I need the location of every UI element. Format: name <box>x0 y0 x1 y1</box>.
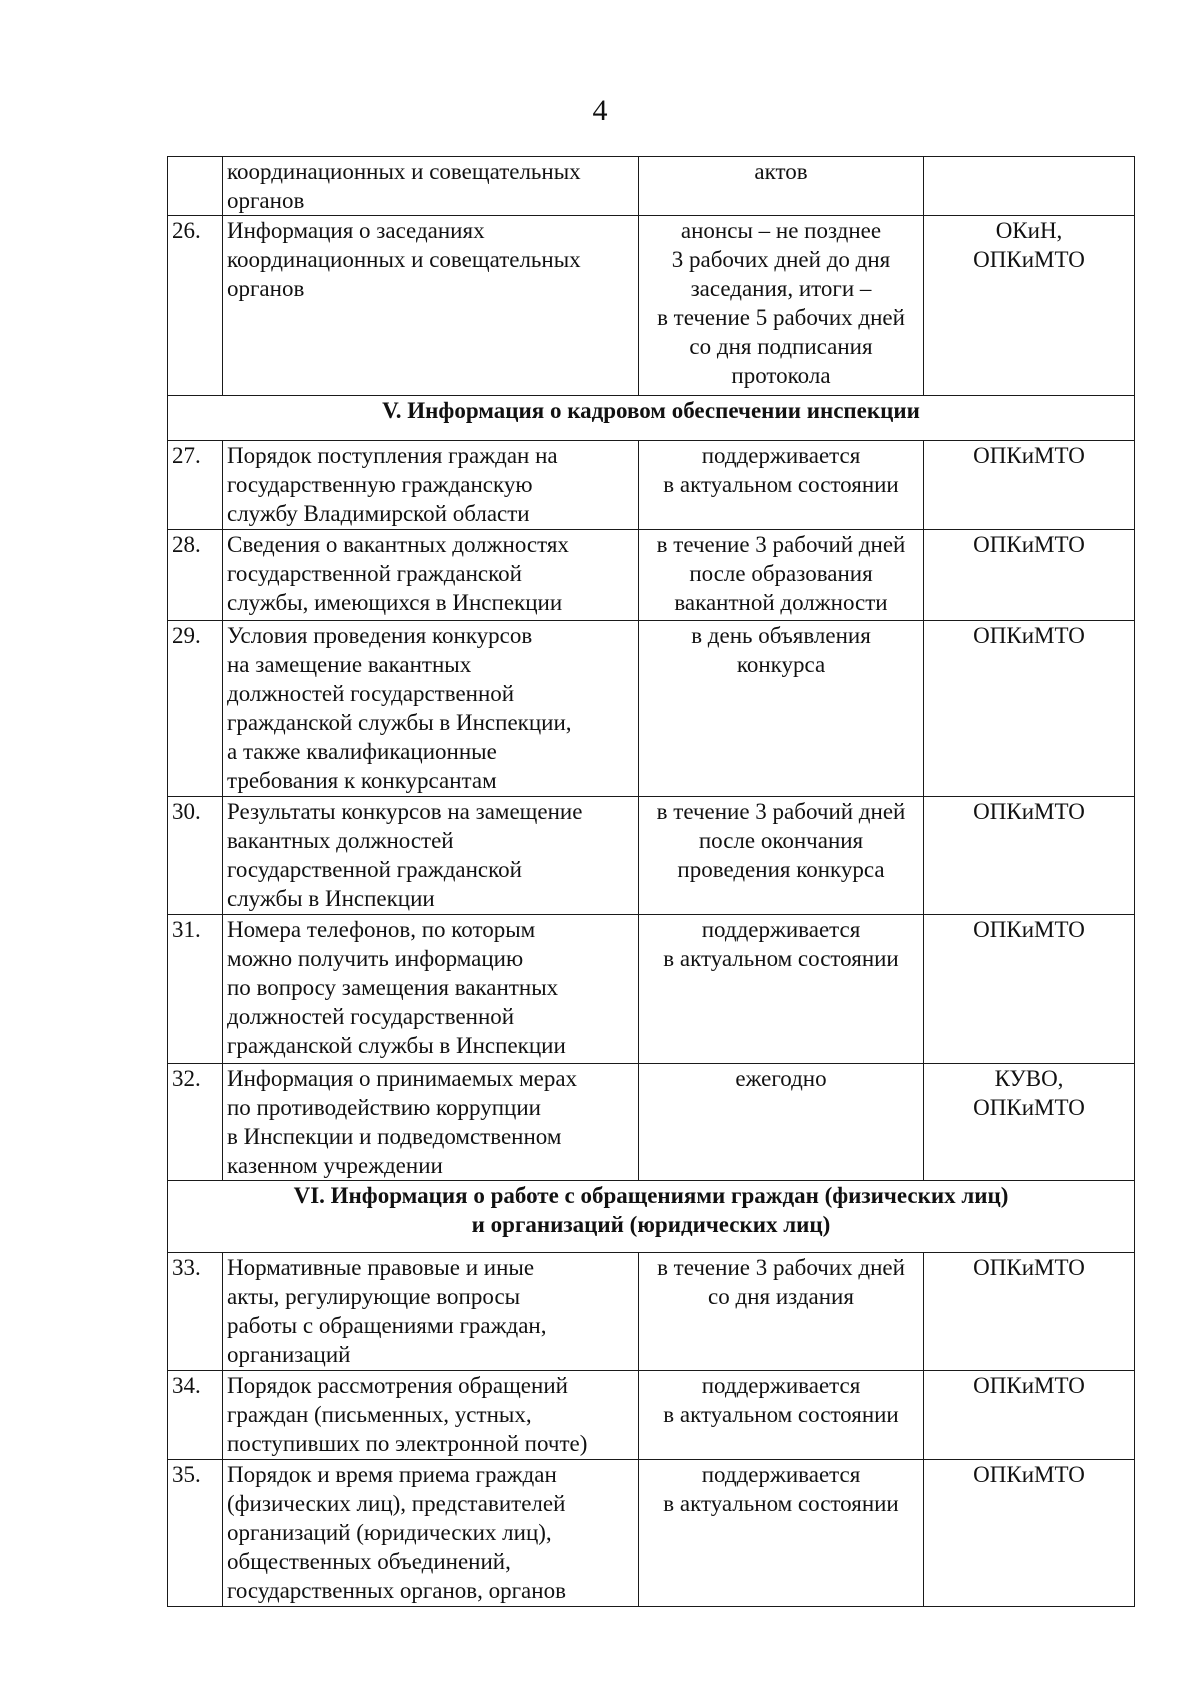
info-line: государственную гражданскую <box>227 472 533 497</box>
term-line: протокола <box>731 363 831 388</box>
table-row <box>168 157 1135 216</box>
info-line: должностей государственной <box>227 681 515 706</box>
row-number: 32. <box>168 1064 223 1181</box>
information-cell <box>223 530 639 621</box>
table-row <box>168 797 1135 915</box>
information-cell <box>223 157 639 216</box>
information-cell <box>223 1253 639 1371</box>
term-line: ежегодно <box>735 1066 827 1091</box>
row-number: 27. <box>168 441 223 530</box>
info-line: организаций (юридических лиц), <box>227 1520 552 1545</box>
info-line: органов <box>227 188 305 213</box>
info-line: Порядок поступления граждан на <box>227 443 558 468</box>
table-row <box>168 530 1135 621</box>
term-line: в актуальном состоянии <box>663 1491 899 1516</box>
info-line: можно получить информацию <box>227 946 524 971</box>
information-table <box>167 156 1135 1607</box>
row-number <box>168 157 223 216</box>
section-line: V. Информация о кадровом обеспечении инспекции <box>382 398 920 423</box>
section-title <box>168 396 1135 441</box>
resp-line: ОКиН, <box>995 218 1063 243</box>
term-line: проведения конкурса <box>677 857 885 882</box>
information-cell <box>223 797 639 915</box>
term-line: в день объявления <box>691 623 871 648</box>
term-line: в течение 5 рабочих дней <box>657 305 905 330</box>
information-cell <box>223 1371 639 1460</box>
information-cell <box>223 216 639 396</box>
info-line: гражданской службы в Инспекции, <box>227 710 572 735</box>
term-cell <box>639 1371 924 1460</box>
section-header-row <box>168 396 1135 441</box>
term-line: актов <box>754 159 808 184</box>
resp-line: ОПКиМТО <box>973 623 1085 648</box>
info-line: службы в Инспекции <box>227 886 435 911</box>
information-cell <box>223 441 639 530</box>
row-number: 29. <box>168 621 223 797</box>
term-line: со дня издания <box>708 1284 854 1309</box>
row-number: 30. <box>168 797 223 915</box>
resp-line: ОПКиМТО <box>973 247 1085 272</box>
responsible-cell <box>924 1460 1135 1607</box>
info-line: акты, регулирующие вопросы <box>227 1284 521 1309</box>
resp-line: ОПКиМТО <box>973 532 1085 557</box>
section-line: и организаций (юридических лиц) <box>471 1212 831 1237</box>
info-line: Информация о заседаниях <box>227 218 485 243</box>
responsible-cell <box>924 441 1135 530</box>
info-line: государственной гражданской <box>227 857 522 882</box>
resp-line: КУВО, <box>994 1066 1064 1091</box>
info-line: в Инспекции и подведомственном <box>227 1124 562 1149</box>
table-row <box>168 1253 1135 1371</box>
term-cell <box>639 797 924 915</box>
information-cell <box>223 1064 639 1181</box>
info-line: работы с обращениями граждан, <box>227 1313 547 1338</box>
term-line: со дня подписания <box>689 334 873 359</box>
responsible-cell <box>924 1064 1135 1181</box>
term-line: в актуальном состоянии <box>663 946 899 971</box>
row-number: 31. <box>168 915 223 1064</box>
term-cell <box>639 915 924 1064</box>
section-header-row <box>168 1181 1135 1253</box>
info-line: казенном учреждении <box>227 1153 443 1178</box>
info-line: государственной гражданской <box>227 561 522 586</box>
table-row <box>168 441 1135 530</box>
row-number: 34. <box>168 1371 223 1460</box>
info-line: службы, имеющихся в Инспекции <box>227 590 563 615</box>
term-cell <box>639 216 924 396</box>
info-line: Порядок и время приема граждан <box>227 1462 557 1487</box>
responsible-cell <box>924 915 1135 1064</box>
info-line: вакантных должностей <box>227 828 454 853</box>
table-row <box>168 621 1135 797</box>
term-line: после образования <box>689 561 873 586</box>
table-row <box>168 1460 1135 1607</box>
table-row <box>168 1371 1135 1460</box>
term-line: заседания, итоги – <box>690 276 872 301</box>
info-line: Сведения о вакантных должностях <box>227 532 569 557</box>
term-cell <box>639 1253 924 1371</box>
section-line: VI. Информация о работе с обращениями граждан (физических лиц) <box>293 1183 1009 1208</box>
responsible-cell <box>924 1253 1135 1371</box>
term-line: поддерживается <box>701 1373 861 1398</box>
info-line: Порядок рассмотрения обращений <box>227 1373 568 1398</box>
information-cell <box>223 1460 639 1607</box>
info-line: координационных и совещательных <box>227 247 581 272</box>
term-line: после окончания <box>698 828 864 853</box>
term-line: анонсы – не позднее <box>680 218 882 243</box>
table-row <box>168 216 1135 396</box>
info-line: общественных объединений, <box>227 1549 511 1574</box>
responsible-cell <box>924 621 1135 797</box>
term-line: в течение 3 рабочих дней <box>657 1255 905 1280</box>
term-cell <box>639 1460 924 1607</box>
info-line: поступивших по электронной почте) <box>227 1431 588 1456</box>
term-line: в актуальном состоянии <box>663 472 899 497</box>
info-line: Результаты конкурсов на замещение <box>227 799 583 824</box>
info-line: органов <box>227 276 305 301</box>
term-line: поддерживается <box>701 917 861 942</box>
info-line: на замещение вакантных <box>227 652 472 677</box>
info-line: граждан (письменных, устных, <box>227 1402 532 1427</box>
term-line: вакантной должности <box>674 590 888 615</box>
resp-line: ОПКиМТО <box>973 1373 1085 1398</box>
info-line: гражданской службы в Инспекции <box>227 1033 566 1058</box>
term-line: в актуальном состоянии <box>663 1402 899 1427</box>
resp-line: ОПКиМТО <box>973 917 1085 942</box>
row-number: 33. <box>168 1253 223 1371</box>
information-cell <box>223 621 639 797</box>
info-line: Условия проведения конкурсов <box>227 623 533 648</box>
info-line: а также квалификационные <box>227 739 497 764</box>
term-line: в течение 3 рабочий дней <box>656 532 906 557</box>
info-line: требования к конкурсантам <box>227 768 497 793</box>
info-line: Номера телефонов, по которым <box>227 917 536 942</box>
responsible-cell <box>924 216 1135 396</box>
resp-line: ОПКиМТО <box>973 1255 1085 1280</box>
info-line: должностей государственной <box>227 1004 515 1029</box>
info-line: Нормативные правовые и иные <box>227 1255 535 1280</box>
info-line: по противодействию коррупции <box>227 1095 541 1120</box>
term-line: поддерживается <box>701 443 861 468</box>
responsible-cell <box>924 1371 1135 1460</box>
responsible-cell <box>924 157 1135 216</box>
term-line: поддерживается <box>701 1462 861 1487</box>
table-body <box>168 157 1135 1607</box>
page-number: 4 <box>592 94 608 127</box>
resp-line: ОПКиМТО <box>973 443 1085 468</box>
table-row <box>168 915 1135 1064</box>
term-cell <box>639 621 924 797</box>
info-line: Информация о принимаемых мерах <box>227 1066 578 1091</box>
term-line: 3 рабочих дней до дня <box>671 247 891 272</box>
resp-line: ОПКиМТО <box>973 1095 1085 1120</box>
info-line: организаций <box>227 1342 351 1367</box>
info-line: координационных и совещательных <box>227 159 581 184</box>
info-line: государственных органов, органов <box>227 1578 566 1603</box>
info-line: службу Владимирской области <box>227 501 530 526</box>
info-line: по вопросу замещения вакантных <box>227 975 559 1000</box>
row-number: 35. <box>168 1460 223 1607</box>
info-line: (физических лиц), представителей <box>227 1491 566 1516</box>
term-cell <box>639 441 924 530</box>
section-title <box>168 1181 1135 1253</box>
responsible-cell <box>924 797 1135 915</box>
resp-line: ОПКиМТО <box>973 799 1085 824</box>
resp-line: ОПКиМТО <box>973 1462 1085 1487</box>
term-cell <box>639 157 924 216</box>
row-number: 28. <box>168 530 223 621</box>
information-cell <box>223 915 639 1064</box>
term-line: в течение 3 рабочий дней <box>656 799 906 824</box>
term-cell <box>639 1064 924 1181</box>
term-cell <box>639 530 924 621</box>
table-row <box>168 1064 1135 1181</box>
term-line: конкурса <box>736 652 826 677</box>
responsible-cell <box>924 530 1135 621</box>
row-number: 26. <box>168 216 223 396</box>
